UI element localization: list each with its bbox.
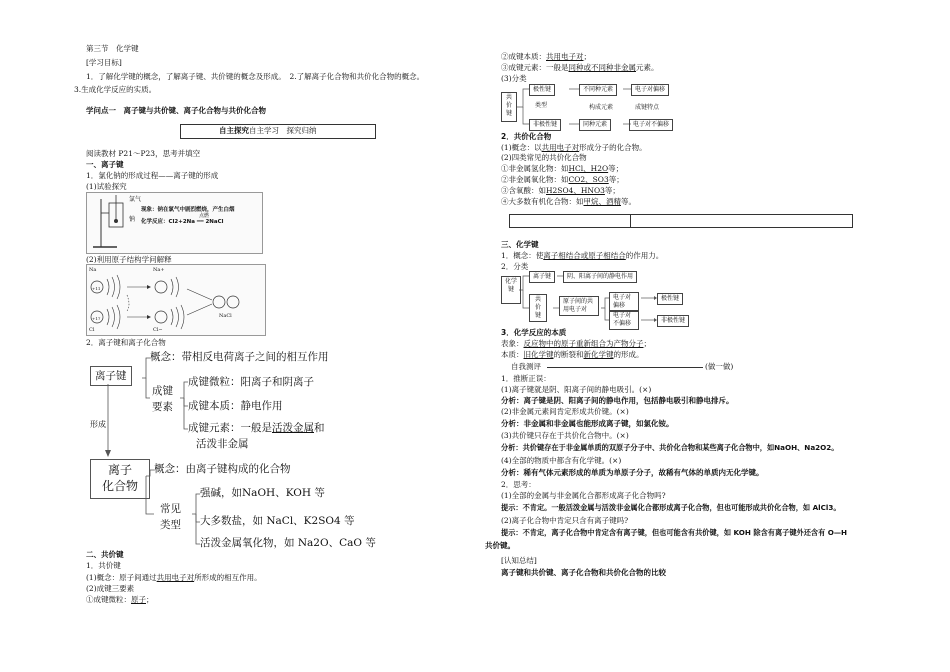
covalent-classification [501,84,686,130]
ionic-box: 离子键 [529,271,555,283]
ionic-compound-box: 离子 化合物 [90,459,150,499]
elements-b: 要素 [152,401,173,413]
point-one-heading: 学问点一 离子键与共价键、离子化合物与共价化合物 [86,106,266,115]
cc-types: (2)四类常见的共价化合物 [501,153,587,162]
cl-nucleus: +17 [92,316,101,321]
bond-essence-line: ②成键本质：共用电子对； [501,52,591,61]
heading-ionic-bond: 一、离子键 [86,160,124,169]
compound-concept: 概念：由离子键构成的化合物 [154,463,291,475]
type-salt: 大多数盐，如 NaCl、K2SO4 等 [200,515,355,527]
q2-2: (2)离子化合物中肯定只含有离子键吗? [501,516,629,525]
classification-label: (3)分类 [501,74,527,83]
type-strong-base: 强碱，如NaOH、KOH 等 [200,487,325,499]
bond-elements-b: 活泼非金属 [196,438,249,450]
q1-3: (3)共价键只存在于共价化合物中。(×) [501,431,629,440]
cl-ion-label: Cl− [153,327,163,333]
na-ion-label: Na+ [153,267,165,273]
form-label: 形成 [90,420,106,429]
experiment-label: (1)试验探究 [86,182,127,191]
bond-particles: 成键微粒：阳离子和阴离子 [188,376,314,388]
q1-heading: 1．推断正误： [501,374,551,383]
type-oxide: 活泼金属氧化物，如 Na2O、CaO 等 [200,537,376,549]
na-label: Na [89,267,97,273]
q1-3-analysis: 分析：共价键存在于非金属单质的双原子分子中、共价化合物和某些离子化合物中，如NaOH、Na2O2。 [501,443,839,452]
ionic-concept: 概念：带相反电荷离子之间的相互作用 [150,351,329,363]
feature-label: 成键特点 [635,104,660,111]
heading-chemical-bond: 三、化学键 [501,240,539,249]
chem-bond-concept: 1．概念：使离子相结合或原子相结合的作用力。 [501,251,664,260]
q2-2-hint: 提示：不肯定，离子化合物中肯定含有离子键，但也可能含有共价键，如 KOH 除含有离子键外还含有 O—H [501,528,848,537]
common-b: 类型 [160,519,181,531]
bond-essence: 成键本质：静电作用 [188,400,283,412]
noshift-box-2: 电子对不偏移 [609,310,639,330]
cc-acid: ③含氧酸：如H2SO4、HNO3等； [501,186,620,195]
bond-elements-line: ③成键元素：一般是同种或不同种非金属元素。 [501,63,659,72]
same-elements-box: 同种元素 [579,119,611,131]
reaction-essence-heading: 3．化学反应的本质 [501,328,567,337]
q1-2-analysis: 分析：非金属和非金属也能形成离子键，如氯化铵。 [501,419,674,428]
reaction-appearance: 表象：反应物中的原子重新组合为产物分子； [501,339,651,348]
shift-box-2: 电子对偏移 [609,292,639,312]
summary-label: [认知总结] [501,556,537,565]
study-banner [180,124,376,139]
share-box: 原子间的共用电子对 [559,296,599,316]
covalent-particles: ①成键微粒：原子； [86,595,154,604]
diff-elements-box: 不同种元素 [579,84,617,96]
sodium-label: 钠 [129,216,136,223]
blank-banner [509,214,853,228]
q1-2: (2)非金属元素间肯定形成共价键。(×) [501,407,629,416]
self-test-right: (做一做) [705,362,734,371]
ionic-desc-box: 阴、阳离子间的静电作用 [563,271,637,283]
covalent-elements: (2)成键三要素 [86,584,135,593]
goals-text-1: 1．了解化学键的概念，了解离子键、共价键的概念及形成。 2.了解离子化合物和共价化合物的概念。 [86,72,425,81]
type-label: 类型 [535,102,548,109]
reaction-nature: 本质：旧化学键的断裂和新化学键的形成。 [501,350,644,359]
study-banner-b: 自主学习 探究归纳 [249,126,317,135]
nacl-label: NaCl [219,313,232,319]
condition-label: 点燃 [199,213,210,219]
gas-label: 氯气 [129,196,142,203]
nacl-formation: 1．氯化钠的形成过程——离子键的形成 [86,171,219,180]
composition-label: 构成元素 [589,104,614,111]
covalent-concept: (1)概念：原子间通过共用电子对所形成的相互作用。 [86,573,262,582]
goals-heading: [学习目标] [86,58,122,67]
elements-a: 成键 [152,385,173,397]
nonpolar-box: 非极性键 [529,119,561,131]
cc-concept: (1)概念：以共用电子对形成分子的化合物。 [501,143,647,152]
q1-4: (4)全部的物质中都含有化学键。(×) [501,456,622,465]
covalent-box: 共价键 [501,92,517,122]
chem-bond-class: 2．分类 [501,262,529,271]
q2-1: (1)全部的金属与非金属化合都形成离子化合物吗? [501,491,666,500]
nonpolar-box-2: 非极性键 [657,315,689,327]
q1-1: (1)离子键就是阴、阳离子间的静电吸引。(×) [501,385,652,394]
self-test-rule [547,367,703,368]
goals-text-2: 3.生成化学反应的实质。 [74,85,157,94]
polar-box: 极性键 [529,84,555,96]
na-nucleus: +11 [92,286,101,291]
covalent-compound-heading: 2．共价化合物 [501,132,552,141]
chem-bond-classification [501,272,701,328]
q2-heading: 2．思考： [501,480,536,489]
atomic-structure-figure [86,264,266,336]
bond-elements: 成键元素：一般是活泼金属和 [188,422,325,434]
polar-box-2: 极性键 [657,293,683,305]
study-banner-a: 自主探究 [219,126,249,135]
read-instruction: 阅读教材 P21～P23，思考并填空 [86,149,201,158]
shift-box: 电子对偏移 [631,84,669,96]
chem-bond-box: 化学 键 [501,276,521,304]
cc-organic: ④大多数有机化合物：如甲烷、酒精等。 [501,197,636,206]
cc-hydride: ①非金属氢化物：如HCl、H2O等； [501,164,624,173]
atomic-explain-label: (2)利用原子结构学问解释 [86,255,172,264]
summary-title: 离子键和共价键、离子化合物和共价化合物的比较 [501,568,666,577]
cov-box: 共价键 [529,294,547,322]
cc-oxide: ②非金属氧化物：如CO2、SO3等； [501,175,624,184]
self-test-label: 自我测评 [511,362,541,371]
ionic-mindmap [86,344,376,554]
atom-diagram [87,265,265,335]
heading-covalent-bond: 二、共价键 [86,550,124,559]
reaction-equation: 化学反应：Cl2+2Na ══ 2NaCl [141,219,224,225]
experiment-figure [86,192,263,254]
q1-4-analysis: 分析：稀有气体元素形成的单质为单原子分子，故稀有气体的单质内无化学键。 [501,468,764,477]
phenomenon-text: 现象：钠在氯气中剧烈燃烧，产生白烟 [141,207,235,213]
noshift-box: 电子对不偏移 [629,119,673,131]
q1-1-analysis: 分析：离子键是阴、阳离子间的静电作用，包括静电吸引和静电排斥。 [501,396,734,405]
cl-label: Cl [89,327,95,333]
covalent-sub: 1．共价键 [86,561,121,570]
ionic-compound-heading: 2．离子键和离子化合物 [86,338,166,347]
q2-1-hint: 提示：不肯定。一般活泼金属与活泼非金属化合都形成离子化合物，但也可能形成共价化合物，如 AlCl3。 [501,503,841,512]
q2-2-hint-b: 共价键。 [485,541,515,550]
section-title: 第三节 化学键 [86,44,139,53]
ionic-bond-box: 离子键 [90,366,132,386]
common-a: 常见 [160,503,181,515]
